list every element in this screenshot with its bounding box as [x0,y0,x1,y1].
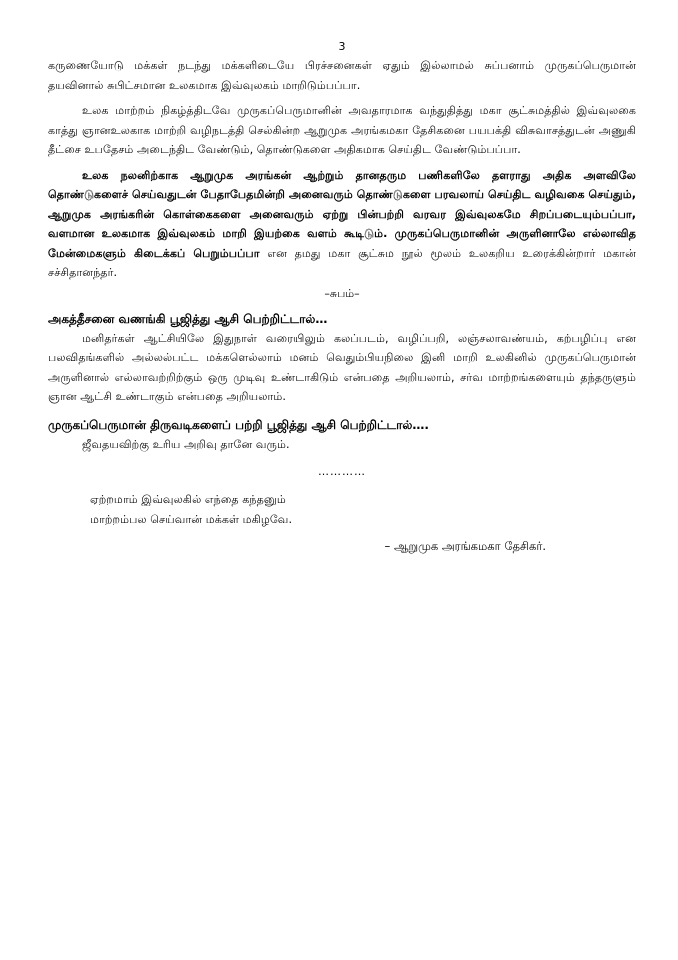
page-number: 3 [338,40,346,53]
author-signature: – ஆறுமுக அரங்கமகா தேசிகர். [384,539,546,553]
section-1-heading: அகத்தீசனை வணங்கி பூஜித்து ஆசி பெற்றிட்டால்… [48,311,328,326]
paragraph-3-tail: என தமது மகா சூட்சும நூல் மூலம் உலகறிய உரைக்கின்றார் மகான் சச்சிதானந்தர். [48,246,636,279]
section-1-body: மனிதர்கள் ஆட்சியிலே இதுநாள் வரையிலும் கலப்படம், வழிப்பறி, லஞ்சலாவண்யம், கற்பழிப்பு என பலவிதங்களில் அல்லல்பட்ட மக்களெல்லாம் மனம் வெதும்பியநிலை இனி மாறி உலகினில் முருகப்பெருமான் அருளினால் எல்லாவற்றிற்கும் ஒரு முடிவு உண்டாகிடும் என்பதை அறியலாம், சர்வ மாற்றங்களையும் தந்தருளும் ஞான ஆட்சி உண்டாகும் என்பதை அறியலாம். [48,331,636,403]
section-2-heading: முருகப்பெருமான் திருவடிகளைப் பற்றி பூஜித்து ஆசி பெற்றிட்டால்…. [48,417,429,432]
paragraph-2: உலக மாற்றம் நிகழ்த்திடவே முருகப்பெருமானின் அவதாரமாக வந்துதித்து மகா சூட்சுமத்தில் இவ்வுலகை காத்து ஞானஉலகாக மாற்றி வழிநடத்தி செல்கின்ற ஆறுமுக அரங்கமகா தேசிகனை பயபக்தி விசுவாசத்துடன் அணுகி தீட்சை உபதேசம் அடைந்திட வேண்டும், தொண்டுகளை அதிகமாக செய்திட வேண்டும்பப்பா. [48,104,636,156]
subam-separator: –சுபம்– [324,286,360,300]
section-2-body: ஜீவதயவிற்கு உரிய அறிவு தானே வரும். [82,437,290,451]
verse-line-2: மாற்றம்பல செய்வான் மக்கள் மகிழவே. [90,513,293,526]
paragraph-1: கருணையோடு மக்கள் நடந்து மக்களிடையே பிரச்சனைகள் ஏதும் இல்லாமல் சுப்பனாம் முருகப்பெருமான் தயவினால் சுபிட்சமான உலகமாக இவ்வுலகம் மாறிடும்பப்பா. [48,59,636,92]
dotted-separator: ………… [318,465,366,478]
paragraph-3-bold: உலக நலனிற்காக ஆறுமுக அரங்கன் ஆற்றும் தானதரும பணிகளிலே தளராது அதிக அளவிலே தொண்டுகளைச் செய்வதுடன் பேதாபேதமின்றி அனைவரும் தொண்டுகளை பரவலாய் செய்திட வழிவகை செய்தும், ஆறுமுக அரங்கரின் கொள்கைகளை அனைவரும் ஏற்று பின்பற்றி வரவர இவ்வுலகமே சிறப்படையும்பப்பா, வளமான உலகமாக இவ்வுலகம் மாறி இயற்கை வளம் கூடிடும். முருகப்பெருமானின் அருளினாலே எல்லாவித மேன்மைகளும் கிடைக்கப் பெறும்பப்பா [48,168,636,260]
verse-line-1: ஏற்றமாம் இவ்வுலகில் எந்தை கந்தனும் [90,493,286,506]
paragraph-3 [48,166,636,283]
document-page [48,40,636,556]
